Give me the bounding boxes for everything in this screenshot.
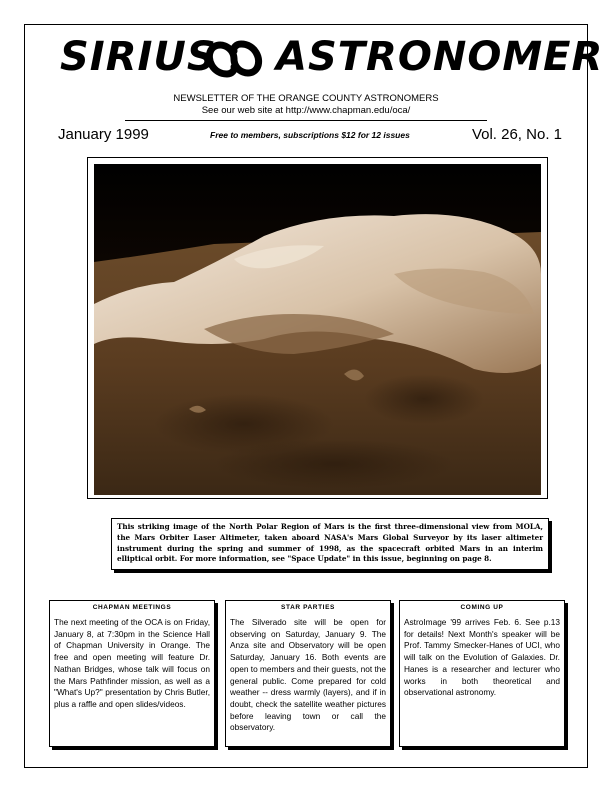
issue-volume: Vol. 26, No. 1 <box>471 126 562 143</box>
column-text: AstroImage '99 arrives Feb. 6. See p.13 for details! Next Month's speaker will be Prof. Tammy Smecker-Hanes of UCI, who will talk on the Evolution of Galaxies. Dr. Hanes is a researcher and lecturer who works in both theoretical and observational astronomy. <box>404 617 560 698</box>
column-text: The Silverado site will be open for observing on Saturday, January 9. The Anza site and Observatory will be open Saturday, January 16. Both events are open to members and their guests, not the general public. Come prepared for cold weather -- dress warmly (layers), and if in doubt, check the satellite weather pictures before leaving town or call the observatory. <box>230 617 386 733</box>
masthead-title-right: ASTRONOMER <box>276 34 604 80</box>
chapman-meetings-box <box>49 600 215 747</box>
subhead-rule <box>125 120 487 121</box>
issue-date: January 1999 <box>58 126 149 143</box>
column-title: CHAPMAN MEETINGS <box>92 604 172 611</box>
subhead <box>0 93 612 121</box>
mars-polar-cover-image <box>94 164 541 495</box>
column-text: The next meeting of the OCA is on Friday, January 8, at 7:30pm in the Science Hall of Chapman University in Orange. The free and open meeting will feature Dr. Nathan Bridges, whose talk will focus on the Mars Pathfinder mission, as well as a "What's Up?" presentation by Chris Butler, plus a raffle and open slides/videos. <box>54 617 210 709</box>
column-title: COMING UP <box>460 604 504 611</box>
subscription-price: Free to members, subscriptions $12 for 12 issues <box>210 130 410 140</box>
website-line: See our web site at http://www.chapman.edu/oca/ <box>201 105 411 116</box>
star-parties-box <box>225 600 391 747</box>
masthead <box>24 32 604 88</box>
coming-up-box <box>399 600 565 747</box>
cover-caption: This striking image of the North Polar Region of Mars is the first three-dimensional view from MOLA, the Mars Orbiter Laser Altimeter, taken aboard NASA's Mars Global Surveyor by its laser altimeter instrument during the spring and summer of 1998, as the spacecraft orbited Mars in an interim elliptical orbit. For more information, see "Space Update" in this issue, beginning on page 8. <box>111 518 549 570</box>
masthead-title-left: SIRIUS <box>60 34 217 80</box>
newsletter-tagline: NEWSLETTER OF THE ORANGE COUNTY ASTRONOMERS <box>173 93 439 104</box>
issue-info-row <box>58 126 562 144</box>
column-title: STAR PARTIES <box>281 604 335 611</box>
spiral-logo-icon <box>205 34 263 84</box>
